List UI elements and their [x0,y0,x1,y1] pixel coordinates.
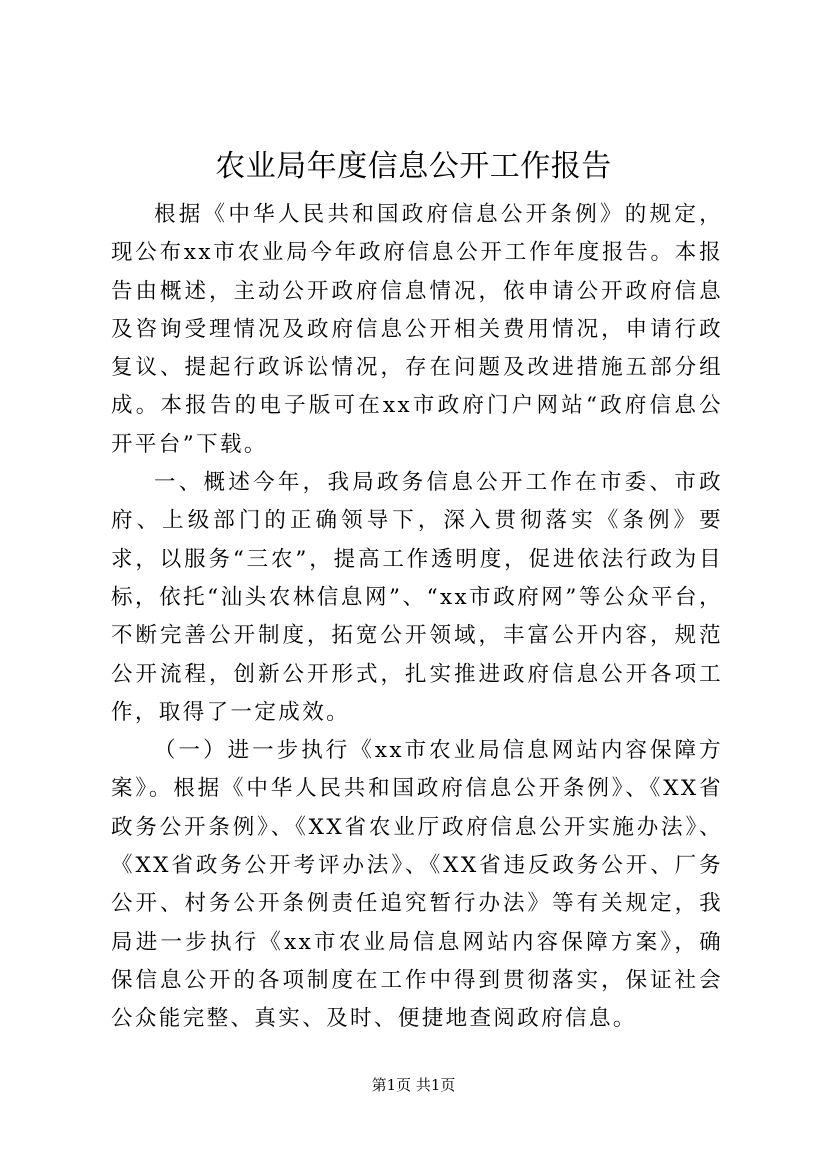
paragraph-intro: 根据《中华人民共和国政府信息公开条例》的规定，现公布xx市农业局今年政府信息公开工作年度报告。本报告由概述，主动公开政府信息情况，依申请公开政府信息及咨询受理情况及政府信息公开相关费用情况，申请行政复议、提起行政诉讼情况，存在问题及改进措施五部分组成。本报告的电子版可在xx市政府门户网站“政府信息公开平台”下载。 [111,202,723,457]
document-title: 农业局年度信息公开工作报告 [215,149,612,184]
paragraph-overview: 一、概述今年，我局政务信息公开工作在市委、市政府、上级部门的正确领导下，深入贯彻落实《条例》要求，以服务“三农”，提高工作透明度，促进依法行政为目标，依托“汕头农林信息网”、“xx市政府网”等公众平台，不断完善公开制度，拓宽公开领域，丰富公开内容，规范公开流程，创新公开形式，扎实推进政府信息公开各项工作，取得了一定成效。 [111,470,723,725]
paragraph-section-1: （一）进一步执行《xx市农业局信息网站内容保障方案》。根据《中华人民共和国政府信息公开条例》、《XX省政务公开条例》、《XX省农业厅政府信息公开实施办法》、《XX省政务公开考评办法》、《XX省违反政务公开、厂务公开、村务公开条例责任追究暂行办法》等有关规定，我局进一步执行《xx市农业局信息网站内容保障方案》，确保信息公开的各项制度在工作中得到贯彻落实，保证社会公众能完整、真实、及时、便捷地查阅政府信息。 [111,738,723,1032]
document-body [111,196,723,1039]
page-footer: 第1页 共1页 [371,1076,456,1094]
